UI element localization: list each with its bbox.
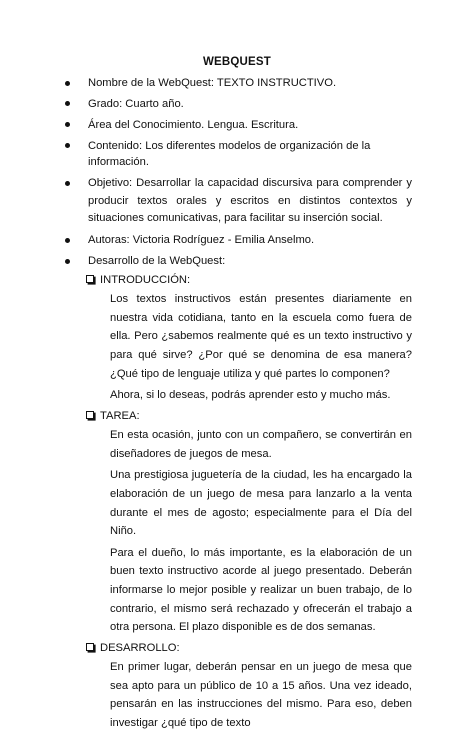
paragraph: En primer lugar, deberán pensar en un juego de mesa que sea apto para un público de 10 a 15 años. Una vez ideado, pensarán en las instrucciones del mismo. Para eso, deben investigar ¿qué tipo de texto	[110, 661, 412, 729]
list-item	[0, 253, 474, 732]
list-item-text: Objetivo: Desarrollar la capacidad discursiva para comprender y producir textos orales y escritos en distintos contextos y situaciones comunicativas, para facilitar su inserción social.	[88, 177, 412, 225]
paragraph: Los textos instructivos están presentes diariamente en nuestra vida cotidiana, tanto en la escuela como fuera de ella. Pero ¿sabemos realmente qué es un texto instructivo y para qué sirve? ¿Por qué se denomina de esa manera? ¿Qué tipo de lenguaje utiliza y qué partes lo componen?	[110, 293, 412, 380]
paragraph: En esta ocasión, junto con un compañero, se convertirán en diseñadores de juegos de mesa.	[110, 429, 412, 460]
list-item-text: Grado: Cuarto año.	[88, 97, 184, 110]
list-item	[0, 138, 474, 171]
checkbox-bullet-icon	[86, 275, 94, 283]
section-heading: INTRODUCCIÓN:	[100, 273, 191, 286]
section-heading: TAREA:	[100, 409, 140, 422]
list-item-text: Contenido: Los diferentes modelos de organización de la información.	[88, 139, 371, 169]
checkbox-bullet-icon	[86, 643, 94, 651]
bullet-icon	[65, 238, 70, 243]
list-item-text: Nombre de la WebQuest: TEXTO INSTRUCTIVO.	[88, 77, 337, 89]
section-body	[100, 658, 412, 732]
checkbox-bullet-icon	[86, 411, 94, 419]
list-item	[0, 75, 474, 92]
paragraph: Para el dueño, lo más importante, es la elaboración de un buen texto instructivo acorde al juego presentado. Deberán informarse lo mejor posible y realizar un buen trabajo, de lo contrario, el mismo será rechazado y ofrecerán el trabajo a otra persona. El plazo disponible es de dos semanas.	[110, 546, 412, 634]
paragraph: Una prestigiosa juguetería de la ciudad, les ha encargado la elaboración de un juego de mesa para lanzarlo a la venta durante el mes de agosto; especialmente para el Día del Niño.	[110, 469, 412, 538]
section-body	[100, 290, 412, 405]
document-title: WEBQUEST	[202, 56, 272, 68]
list-item	[0, 232, 474, 249]
bullet-icon	[65, 143, 70, 148]
list-item-text: Área del Conocimiento. Lengua. Escritura.	[88, 118, 299, 131]
main-bullet-list	[0, 75, 474, 737]
section-introduccion	[88, 272, 412, 405]
paragraph: Ahora, si lo deseas, podrás aprender esto y mucho más.	[110, 389, 391, 402]
bullet-icon	[65, 259, 70, 264]
list-item-text: Autoras: Victoria Rodríguez - Emilia Anselmo.	[88, 234, 315, 247]
bullet-icon	[65, 122, 70, 127]
list-item-text: Desarrollo de la WebQuest:	[88, 255, 226, 268]
section-heading: DESARROLLO:	[100, 641, 180, 654]
section-desarrollo	[88, 640, 412, 733]
bullet-icon	[65, 181, 70, 186]
section-body	[100, 426, 412, 637]
bullet-icon	[65, 81, 70, 86]
list-item	[0, 117, 474, 134]
bullet-icon	[65, 101, 70, 106]
list-item	[0, 175, 474, 228]
section-list	[88, 272, 412, 733]
list-item	[0, 96, 474, 113]
section-tarea	[88, 408, 412, 637]
